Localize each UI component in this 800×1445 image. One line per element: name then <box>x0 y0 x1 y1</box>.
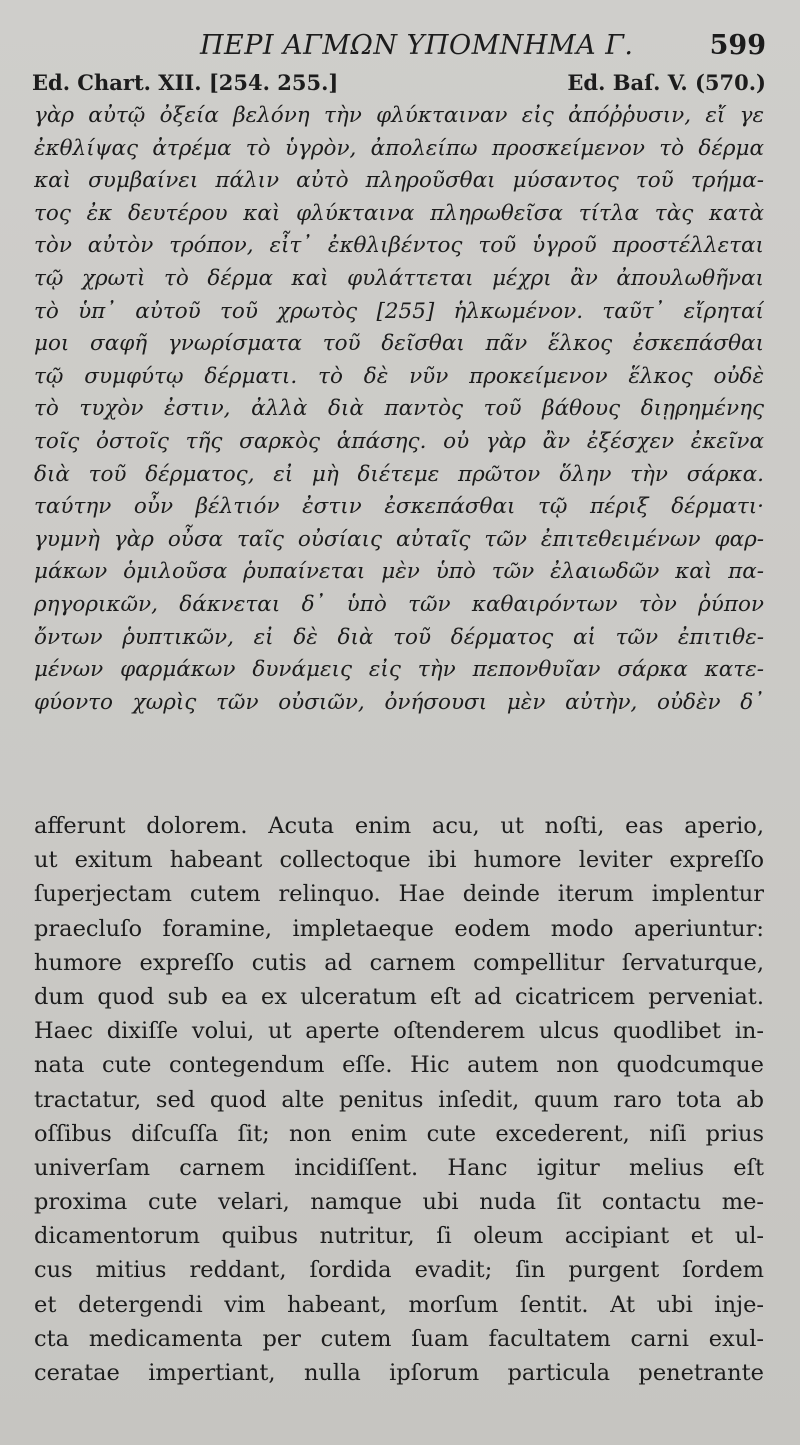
latin-text-line: et detergendi vim habeant, morſum ſentit. At ubi inje- <box>34 1291 764 1318</box>
latin-text-line: univerſam carnem incidiſſent. Hanc igitur melius eſt <box>34 1154 764 1181</box>
latin-text-line: cta medicamenta per cutem ſuam facultatem carni exul- <box>34 1325 764 1352</box>
greek-text-line: ταύτην οὖν βέλτιόν ἐστιν ἐσκεπάσθαι τῷ πέριξ δέρματι· <box>34 494 764 520</box>
greek-text-line: ρηγορικῶν, δάκνεται δ᾽ ὑπὸ τῶν καθαιρόντων τὸν ῥύπον <box>34 591 764 617</box>
greek-text-line: ὄντων ῥυπτικῶν, εἰ δὲ διὰ τοῦ δέρματος αἱ τῶν ἐπιτιθε- <box>34 624 764 650</box>
greek-text-line: γυμνὴ γὰρ οὖσα ταῖς οὐσίαις αὐταῖς τῶν ἐπιτεθειμένων φαρ- <box>34 526 764 552</box>
latin-text-line: ut exitum habeant collectoque ibi humore leviter expreſſo <box>34 847 764 874</box>
greek-text-line: μάκων ὁμιλοῦσα ῥυπαίνεται μὲν ὑπὸ τῶν ἐλαιωδῶν καὶ πα- <box>34 559 764 585</box>
latin-text-line: dicamentorum quibus nutritur, ſi oleum accipiant et ul- <box>34 1223 764 1250</box>
greek-text-line: καὶ συμβαίνει πάλιν αὐτὸ πληροῦσθαι μύσαντος τοῦ τρήμα- <box>34 168 764 194</box>
greek-text-line: τὸ ὑπ᾽ αὐτοῦ τοῦ χρωτὸς [255] ἡλκωμένον. ταῦτ᾽ εἴρηταί <box>34 298 764 324</box>
greek-text-line: μοι σαφῆ γνωρίσματα τοῦ δεῖσθαι πᾶν ἕλκος ἐσκεπάσθαι <box>34 331 764 357</box>
greek-text-line: διὰ τοῦ δέρματος, εἰ μὴ διέτεμε πρῶτον ὅλην τὴν σάρκα. <box>34 461 764 487</box>
page-number: 599 <box>709 30 766 61</box>
greek-text-line: φύοντο χωρὶς τῶν οὐσιῶν, ὀνήσουσι μὲν αὐτὴν, οὐδὲν δ᾽ <box>34 689 764 715</box>
latin-text-line: proxima cute velari, namque ubi nuda ſit contactu me- <box>34 1189 764 1216</box>
greek-text-line: τῷ χρωτὶ τὸ δέρμα καὶ φυλάττεται μέχρι ἂν ἀπουλωθῆναι <box>34 265 764 291</box>
greek-text-line: γὰρ αὐτῷ ὀξεία βελόνη τὴν φλύκταιναν εἰς ἀπόῤῥυσιν, εἴ γε <box>34 103 764 128</box>
greek-text-line: τὸν αὐτὸν τρόπον, εἶτ᾽ ἐκθλιβέντος τοῦ ὑγροῦ προστέλλεται <box>34 233 764 259</box>
latin-text-line: afferunt dolorem. Acuta enim acu, ut noſti, eas aperio, <box>34 813 764 839</box>
latin-text-line: praecluſo foramine, impletaeque eodem modo aperiuntur: <box>34 915 764 942</box>
latin-text-line: cus mitius reddant, ſordida evadit; ſin purgent ſordem <box>34 1257 764 1284</box>
greek-text-line: μένων φαρμάκων δυνάμεις εἰς τὴν πεπονθυῖαν σάρκα κατε- <box>34 657 764 683</box>
greek-text-line: τὸ τυχὸν ἐστιν, ἀλλὰ διὰ παντὸς τοῦ βάθους διῃρημένης <box>34 396 764 422</box>
edition-reference-chartier: Ed. Chart. XII. [254. 255.] <box>32 70 339 95</box>
latin-text-line: tractatur, sed quod alte penitus inſedit, quum raro tota ab <box>34 1086 764 1113</box>
running-title: ΠΕΡΙ ΑΓΜΩΝ ΥΠΟΜΝΗΜΑ Γ. <box>200 30 634 61</box>
latin-text-line: ſuperjectam cutem relinquo. Hae deinde iterum implentur <box>34 881 764 908</box>
greek-text-block <box>34 100 764 719</box>
edition-reference-basel: Ed. Baſ. V. (570.) <box>567 70 766 95</box>
latin-translation-block <box>34 809 764 1390</box>
latin-text-line: humore expreſſo cutis ad carnem compellitur ſervaturque, <box>34 949 764 976</box>
latin-text-line: oſſibus diſcuſſa ſit; non enim cute excederent, niſi prius <box>34 1120 764 1147</box>
latin-text-line: dum quod sub ea ex ulceratum eſt ad cicatricem perveniat. <box>34 983 764 1010</box>
latin-text-line: ceratae impertiant, nulla ipſorum particula penetrante <box>34 1360 764 1386</box>
greek-text-line: ἐκθλίψας ἀτρέμα τὸ ὑγρὸν, ἀπολείπω προσκείμενον τὸ δέρμα <box>34 135 764 161</box>
latin-text-line: Haec dixiſſe volui, ut aperte oſtenderem ulcus quodlibet in- <box>34 1018 764 1045</box>
latin-text-line: nata cute contegendum eſſe. Hic autem non quodcumque <box>34 1052 764 1079</box>
greek-text-line: τῷ συμφύτῳ δέρματι. τὸ δὲ νῦν προκείμενον ἕλκος οὐδὲ <box>34 363 764 389</box>
greek-text-line: τος ἐκ δευτέρου καὶ φλύκταινα πληρωθεῖσα τίτλα τὰς κατὰ <box>34 200 764 226</box>
greek-text-line: τοῖς ὀστοῖς τῆς σαρκὸς ἁπάσης. οὐ γὰρ ἂν ἐξέσχεν ἐκεῖνα <box>34 428 764 454</box>
